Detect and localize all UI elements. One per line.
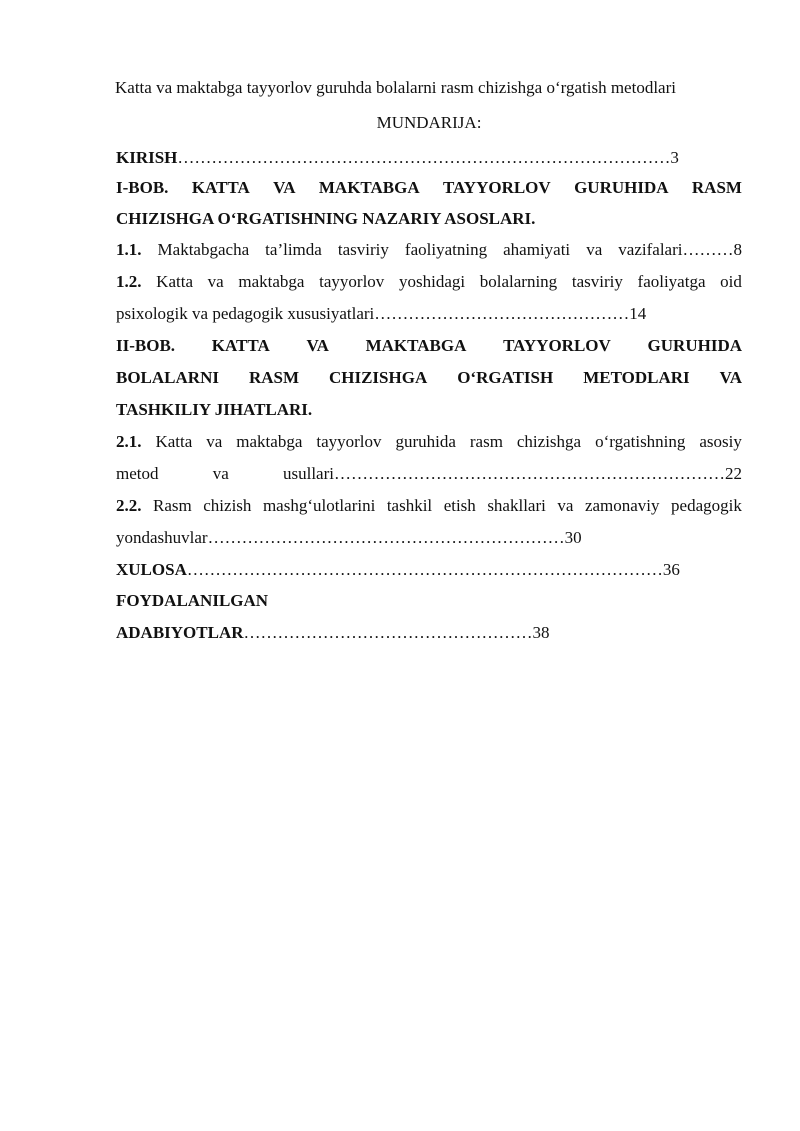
toc-page-number: 36 [662, 560, 680, 579]
word: ta’limda [265, 240, 322, 259]
toc-entry-label: KIRISH [116, 148, 178, 167]
word: bolalarning [479, 272, 558, 291]
word: MAKTABGA [318, 178, 420, 197]
word: zamonaviy [584, 496, 660, 515]
toc-chapter-1-line2: CHIZISHGA O‘RGATISHNING NAZARIY ASOSLARI. [116, 209, 536, 228]
word: II-BOB. [116, 336, 176, 355]
word: I-BOB. [116, 178, 169, 197]
word: GURUHIDA [647, 336, 742, 355]
toc-entry-foydalanilgan-line2 [116, 623, 742, 643]
toc-page-number: 38 [532, 623, 550, 642]
toc-section-1-1 [116, 240, 742, 260]
word: faoliyatga [637, 272, 706, 291]
word: tasviriy [571, 272, 623, 291]
word: METODLARI [583, 368, 690, 387]
word: rasm [469, 432, 503, 451]
word: mashg‘ulotlarini [262, 496, 376, 515]
toc-section-2-1-line2 [116, 464, 742, 484]
toc-page-number: 30 [564, 528, 582, 547]
word: metod [116, 464, 159, 483]
word: Katta [156, 272, 193, 291]
word: tasviriy [337, 240, 389, 259]
word: usullari……………………………………………………………22 [282, 464, 742, 483]
word: va [206, 432, 223, 451]
word: VA [273, 178, 296, 197]
word: GURUHIDA [574, 178, 669, 197]
word: pedagogik [671, 496, 742, 515]
word: chizishga [516, 432, 582, 451]
word: TAYYORLOV [443, 178, 551, 197]
toc-chapter-2-line1 [116, 336, 742, 356]
word: shakllari [487, 496, 546, 515]
section-number: 1.1. [116, 240, 142, 259]
word: va [586, 240, 603, 259]
word: guruhida [395, 432, 456, 451]
word: va [212, 464, 229, 483]
toc-section-2-2-line1 [116, 496, 742, 516]
word: RASM [248, 368, 299, 387]
word: O‘RGATISH [457, 368, 554, 387]
toc-heading: MUNDARIJA: [376, 113, 482, 132]
word: VA [306, 336, 329, 355]
toc-entry-xulosa [116, 560, 742, 580]
word: etish [443, 496, 476, 515]
toc-leader-dots: ……………………………………………………… [207, 528, 565, 547]
word: va [207, 272, 224, 291]
word: o‘rgatishning [595, 432, 686, 451]
word: va [557, 496, 574, 515]
toc-page-number: 14 [629, 304, 647, 323]
word: VA [719, 368, 742, 387]
toc-chapter-2-line3: TASHKILIY JIHATLARI. [116, 400, 313, 419]
document-title: Katta va maktabga tayyorlov guruhda bolalarni rasm chizishga o‘rgatish metodlari [115, 78, 676, 97]
word: ahamiyati [503, 240, 571, 259]
toc-section-1-2-line2 [116, 304, 742, 324]
toc-leader-dots: …………………………………………… [243, 623, 533, 642]
word: Katta [155, 432, 193, 451]
word: CHIZISHGA [328, 368, 428, 387]
toc-entry-text: yondashuvlar [116, 528, 208, 547]
word: RASM [691, 178, 742, 197]
toc-page-number: 3 [670, 148, 679, 167]
word: Maktabgacha [157, 240, 250, 259]
word: Rasm [153, 496, 192, 515]
word: chizish [203, 496, 252, 515]
toc-leader-dots: ……………………………………… [374, 304, 630, 323]
toc-entry-label: XULOSA [116, 560, 187, 579]
word: yoshidagi [398, 272, 466, 291]
toc-entry-kirish [116, 148, 742, 168]
word: maktabga [238, 272, 305, 291]
word: TAYYORLOV [503, 336, 611, 355]
word: tayyorlov [316, 432, 382, 451]
toc-chapter-2-line2 [116, 368, 742, 388]
section-number: 2.2. [116, 496, 142, 515]
word: asosiy [699, 432, 742, 451]
section-number: 2.1. [116, 432, 142, 451]
toc-section-2-1-line1 [116, 432, 742, 452]
toc-leader-dots: …………………………………………………………………………… [177, 148, 671, 167]
word: KATTA [191, 178, 250, 197]
toc-chapter-1-line1 [116, 178, 742, 198]
word: tayyorlov [319, 272, 385, 291]
word: tashkil [386, 496, 433, 515]
word: KATTA [211, 336, 270, 355]
toc-leader-dots: ………………………………………………………………………… [186, 560, 663, 579]
toc-entry-label: ADABIYOTLAR [116, 623, 244, 642]
word: vazifalari………8 [618, 240, 742, 259]
toc-entry-foydalanilgan-line1: FOYDALANILGAN [116, 591, 269, 610]
word: MAKTABGA [365, 336, 467, 355]
word: maktabga [236, 432, 303, 451]
word: oid [720, 272, 742, 291]
toc-entry-text: psixologik va pedagogik xususiyatlari [116, 304, 375, 323]
toc-section-1-2-line1 [116, 272, 742, 292]
section-number: 1.2. [116, 272, 142, 291]
toc-section-2-2-line2 [116, 528, 742, 548]
word: BOLALARNI [116, 368, 219, 387]
word: faoliyatning [404, 240, 488, 259]
